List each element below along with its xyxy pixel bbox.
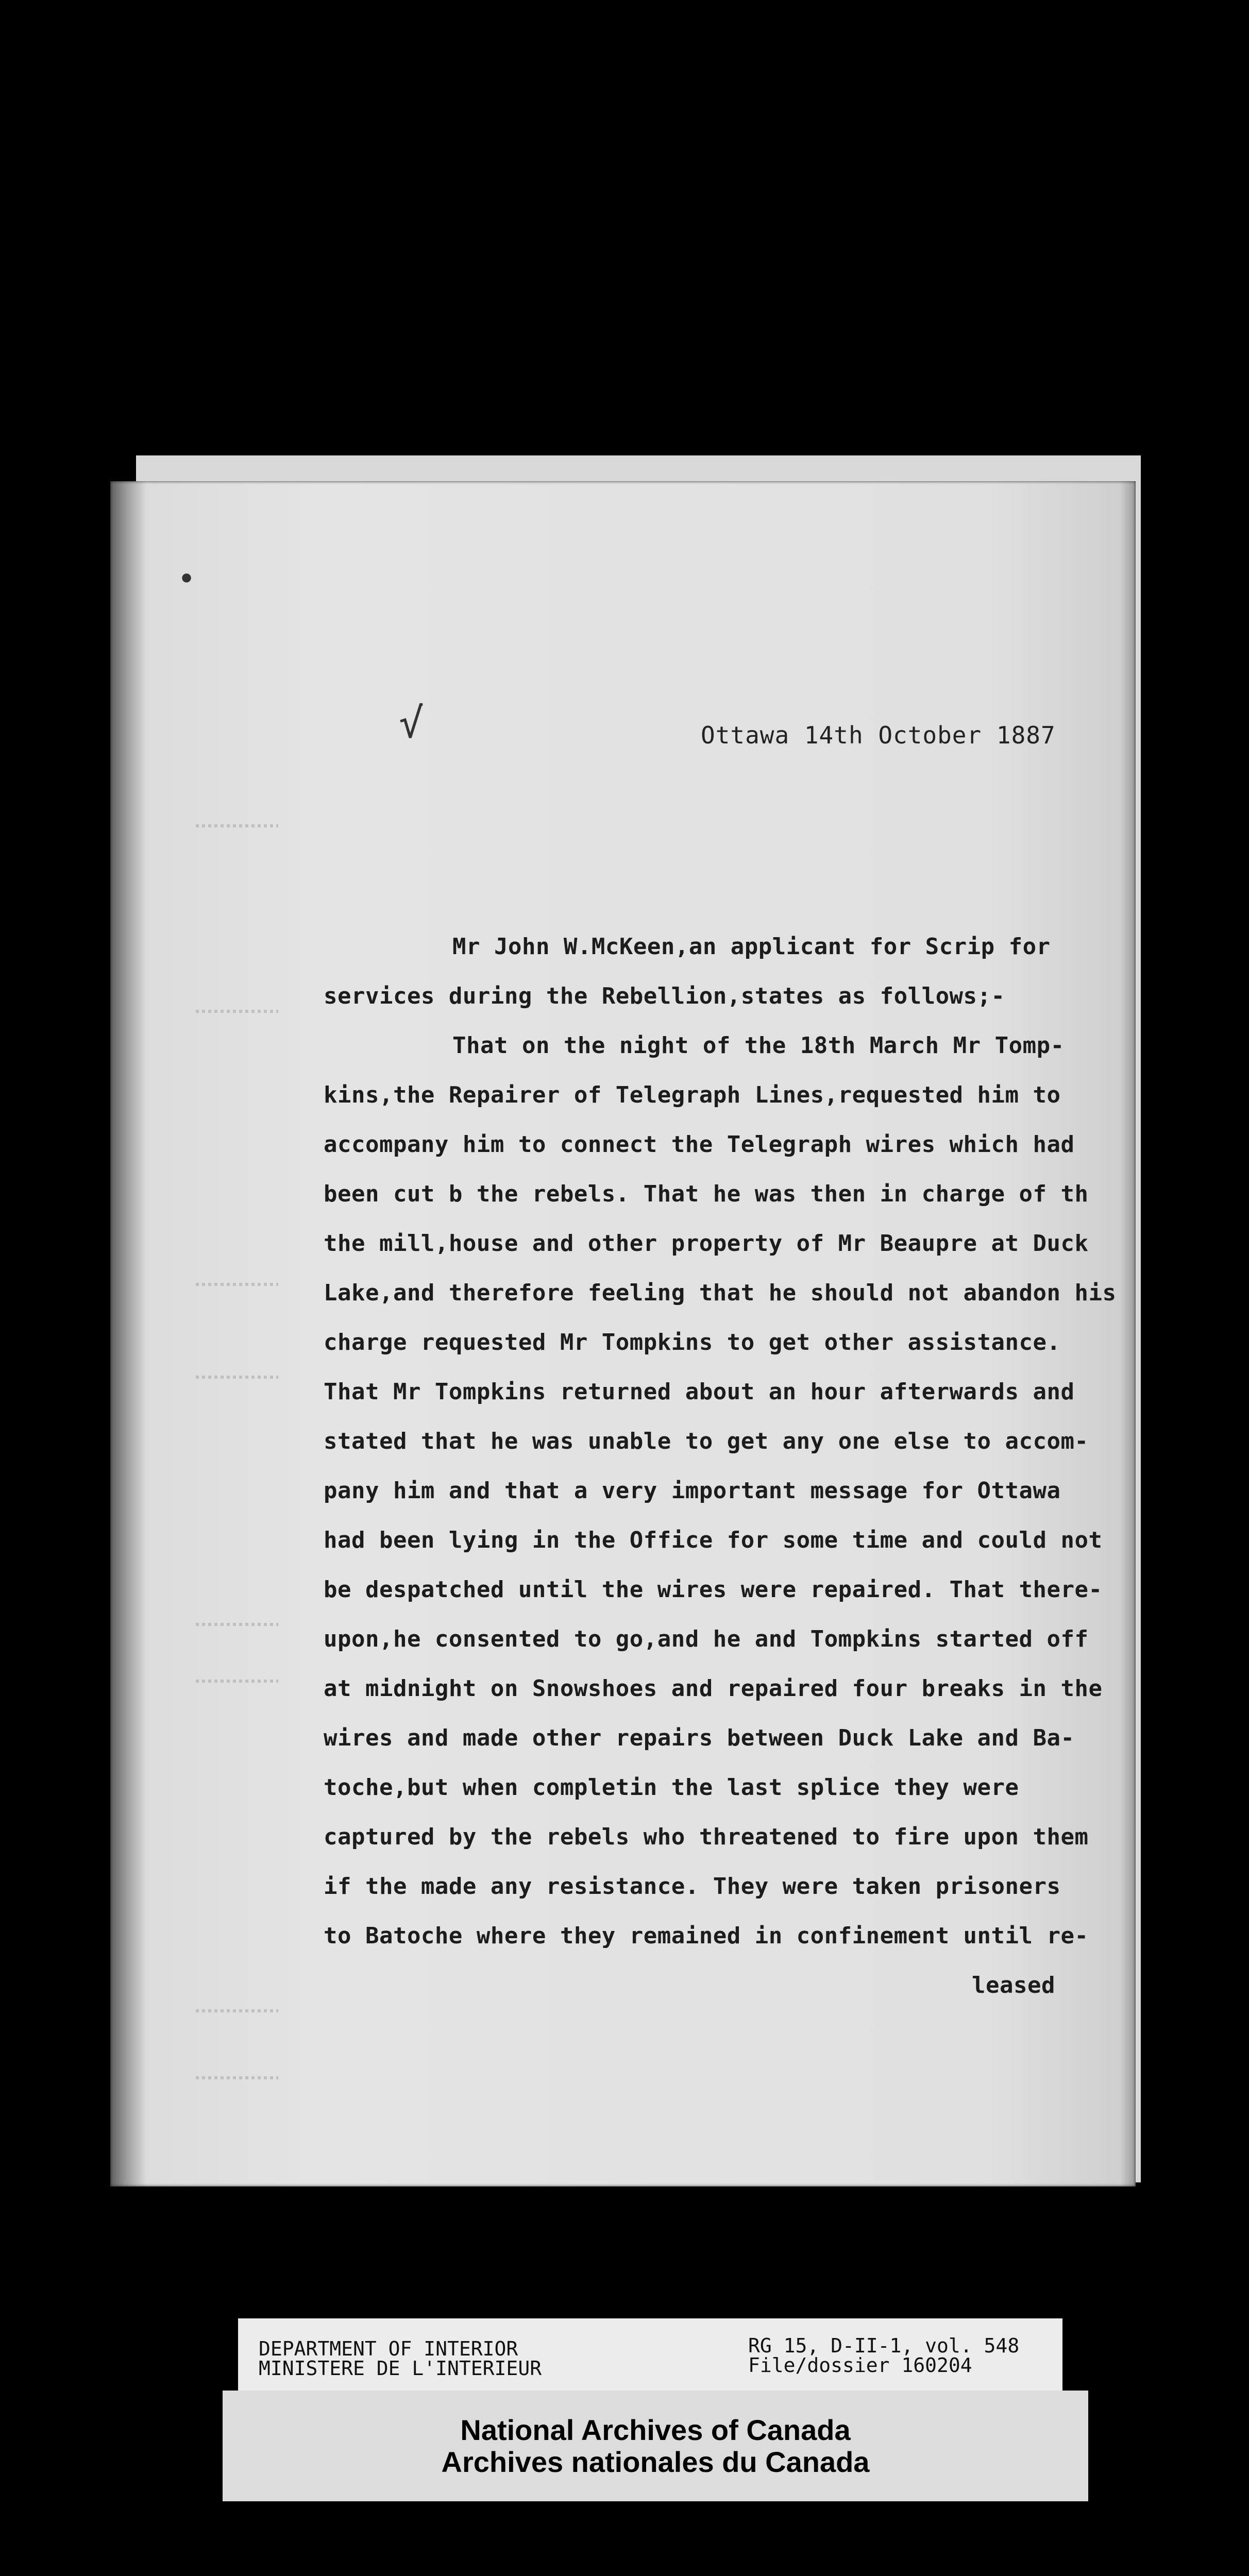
ink-mark: • <box>177 561 196 597</box>
body-line: pany him and that a very important message for Ottawa <box>324 1478 1061 1504</box>
bleed-through-mark <box>196 1376 278 1379</box>
body-line: captured by the rebels who threatened to fire upon them <box>324 1824 1089 1850</box>
body-line: Lake,and therefore feeling that he should not abandon his <box>324 1280 1117 1306</box>
bleed-through-mark <box>196 1010 278 1013</box>
body-line: be despatched until the wires were repaired. That there- <box>324 1577 1103 1603</box>
bleed-through-mark <box>196 1680 278 1683</box>
body-line: at midnight on Snowshoes and repaired four breaks in the <box>324 1675 1103 1702</box>
archive-reference-label <box>238 2318 1062 2398</box>
body-line: upon,he consented to go,and he and Tompkins started off <box>324 1626 1089 1652</box>
bleed-through-mark <box>196 1283 278 1286</box>
body-line: leased <box>972 1972 1055 1998</box>
body-line: services during the Rebellion,states as follows;- <box>324 983 1005 1009</box>
bleed-through-mark <box>196 2076 278 2079</box>
body-line: toche,but when completin the last splice they were <box>324 1774 1019 1801</box>
body-line: That Mr Tompkins returned about an hour afterwards and <box>324 1379 1075 1405</box>
archives-name-label <box>223 2391 1088 2501</box>
bleed-through-mark <box>196 824 278 827</box>
body-line: the mill,house and other property of Mr Beaupre at Duck <box>324 1230 1089 1257</box>
check-mark: √ <box>399 699 424 747</box>
archives-name-en: National Archives of Canada <box>460 2414 851 2446</box>
body-line: stated that he was unable to get any one else to accom- <box>324 1428 1089 1454</box>
record-group-reference: RG 15, D-II-1, vol. 548 <box>748 2334 1020 2357</box>
department-name-en: DEPARTMENT OF INTERIOR <box>259 2337 518 2360</box>
department-name-fr: MINISTERE DE L'INTERIEUR <box>259 2357 542 2380</box>
bleed-through-mark <box>196 2009 278 2012</box>
body-line: That on the night of the 18th March Mr Tomp- <box>452 1032 1065 1059</box>
body-line: charge requested Mr Tompkins to get other assistance. <box>324 1329 1061 1355</box>
body-line: if the made any resistance. They were taken prisoners <box>324 1873 1061 1900</box>
body-line: had been lying in the Office for some time and could not <box>324 1527 1103 1553</box>
body-line: to Batoche where they remained in confinement until re- <box>324 1923 1089 1949</box>
letter-date: Ottawa 14th October 1887 <box>701 721 1056 749</box>
archives-name-fr: Archives nationales du Canada <box>441 2446 870 2478</box>
body-line: wires and made other repairs between Duck Lake and Ba- <box>324 1725 1075 1751</box>
body-line: kins,the Repairer of Telegraph Lines,requested him to <box>324 1082 1061 1108</box>
body-line: Mr John W.McKeen,an applicant for Scrip for <box>452 934 1051 960</box>
bleed-through-mark <box>196 1623 278 1626</box>
letter-body <box>324 922 1117 2010</box>
body-line: been cut b the rebels. That he was then in charge of th <box>324 1181 1089 1207</box>
body-line: accompany him to connect the Telegraph wires which had <box>324 1131 1075 1158</box>
file-number: File/dossier 160204 <box>748 2354 972 2377</box>
